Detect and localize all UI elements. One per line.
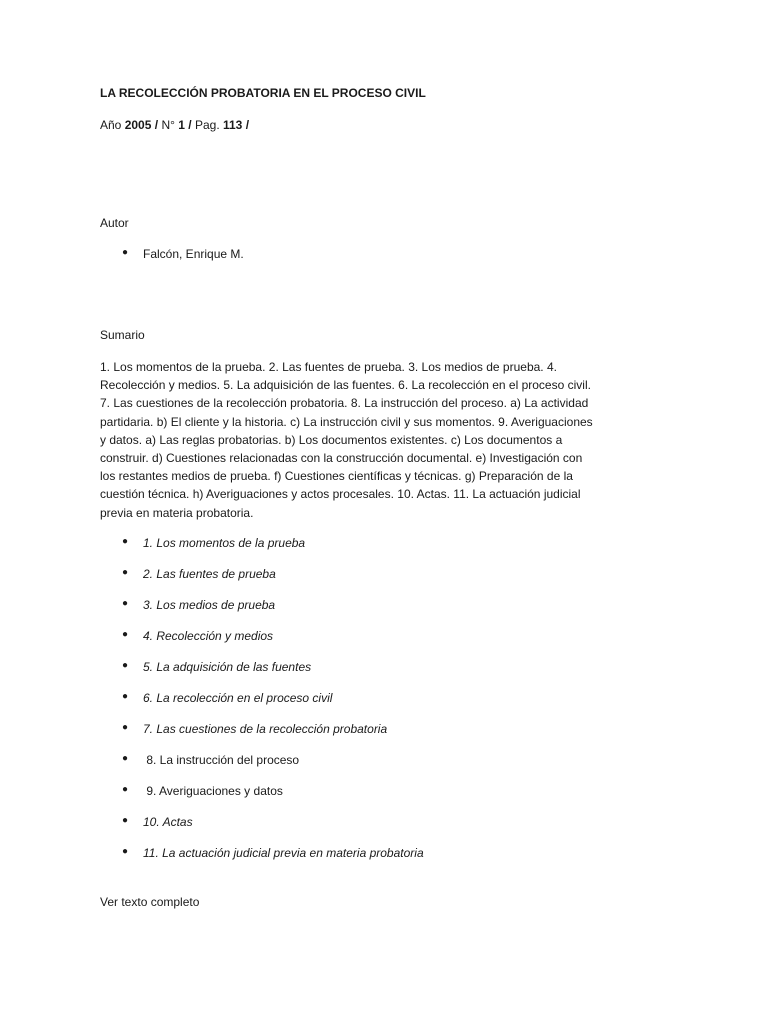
section-link[interactable]: 6. La recolección en el proceso civil (143, 691, 333, 705)
section-link[interactable]: 10. Actas (143, 815, 193, 829)
bullet-icon: ● (122, 660, 129, 671)
author-name: Falcón, Enrique M. (143, 247, 244, 261)
section-link[interactable]: 2. Las fuentes de prueba (143, 567, 276, 581)
issue-separator: / (245, 118, 250, 132)
section-link[interactable]: 11. La actuación judicial previa en materia probatoria (143, 846, 424, 860)
section-link[interactable]: 9. Averiguaciones y datos (143, 784, 283, 798)
page-label: Pag. (194, 118, 220, 132)
issue-line (100, 118, 249, 132)
bullet-icon: ● (122, 536, 129, 547)
bullet-icon: ● (122, 722, 129, 733)
summary-heading: Sumario (100, 328, 145, 342)
issue-separator: / (188, 118, 192, 132)
year-label: Año (100, 118, 122, 132)
bullet-icon: ● (122, 598, 129, 609)
section-link[interactable]: 8. La instrucción del proceso (143, 753, 300, 767)
issue-separator: / (154, 118, 159, 132)
page-value: 113 (223, 118, 243, 132)
bullet-icon: ● (122, 247, 129, 258)
bullet-icon: ● (122, 567, 129, 578)
bullet-icon: ● (122, 784, 129, 795)
summary-paragraph: 1. Los momentos de la prueba. 2. Las fuentes de prueba. 3. Los medios de prueba. 4. Recolección y medios. 5. La adquisición de las fuentes. 6. La recolección en el proceso civil. 7. Las cuestiones de la recolección probatoria. 8. La instrucción del proceso. a) La actividad partidaria. b) El cliente y la historia. c) La instrucción civil y sus momentos. 9. Averiguaciones y datos. a) Las reglas probatorias. b) Los documentos existentes. c) Los documentos a construir. d) Cuestiones relacionadas con la construcción documental. e) Investigación con los restantes medios de prueba. f) Cuestiones científicas y técnicas. g) Preparación de la cuestión técnica. h) Averiguaciones y actos procesales. 10. Actas. 11. La actuación judicial previa en materia probatoria. (100, 360, 593, 520)
author-heading: Autor (100, 216, 129, 230)
bullet-icon: ● (122, 753, 129, 764)
section-link[interactable]: 4. Recolección y medios (143, 629, 274, 643)
year-value: 2005 (124, 118, 152, 132)
section-link[interactable]: 5. La adquisición de las fuentes (143, 660, 312, 674)
document-title: LA RECOLECCIÓN PROBATORIA EN EL PROCESO CIVIL (100, 86, 426, 100)
number-label: N° (161, 118, 175, 132)
section-link[interactable]: 7. Las cuestiones de la recolección probatoria (143, 722, 388, 736)
bullet-icon: ● (122, 629, 129, 640)
bullet-icon: ● (122, 846, 129, 857)
bullet-icon: ● (122, 691, 129, 702)
section-link[interactable]: 3. Los medios de prueba (143, 598, 276, 612)
section-link[interactable]: 1. Los momentos de la prueba (143, 536, 306, 550)
full-text-link[interactable]: Ver texto completo (100, 895, 200, 909)
bullet-icon: ● (122, 815, 129, 826)
number-value: 1 (178, 118, 185, 132)
